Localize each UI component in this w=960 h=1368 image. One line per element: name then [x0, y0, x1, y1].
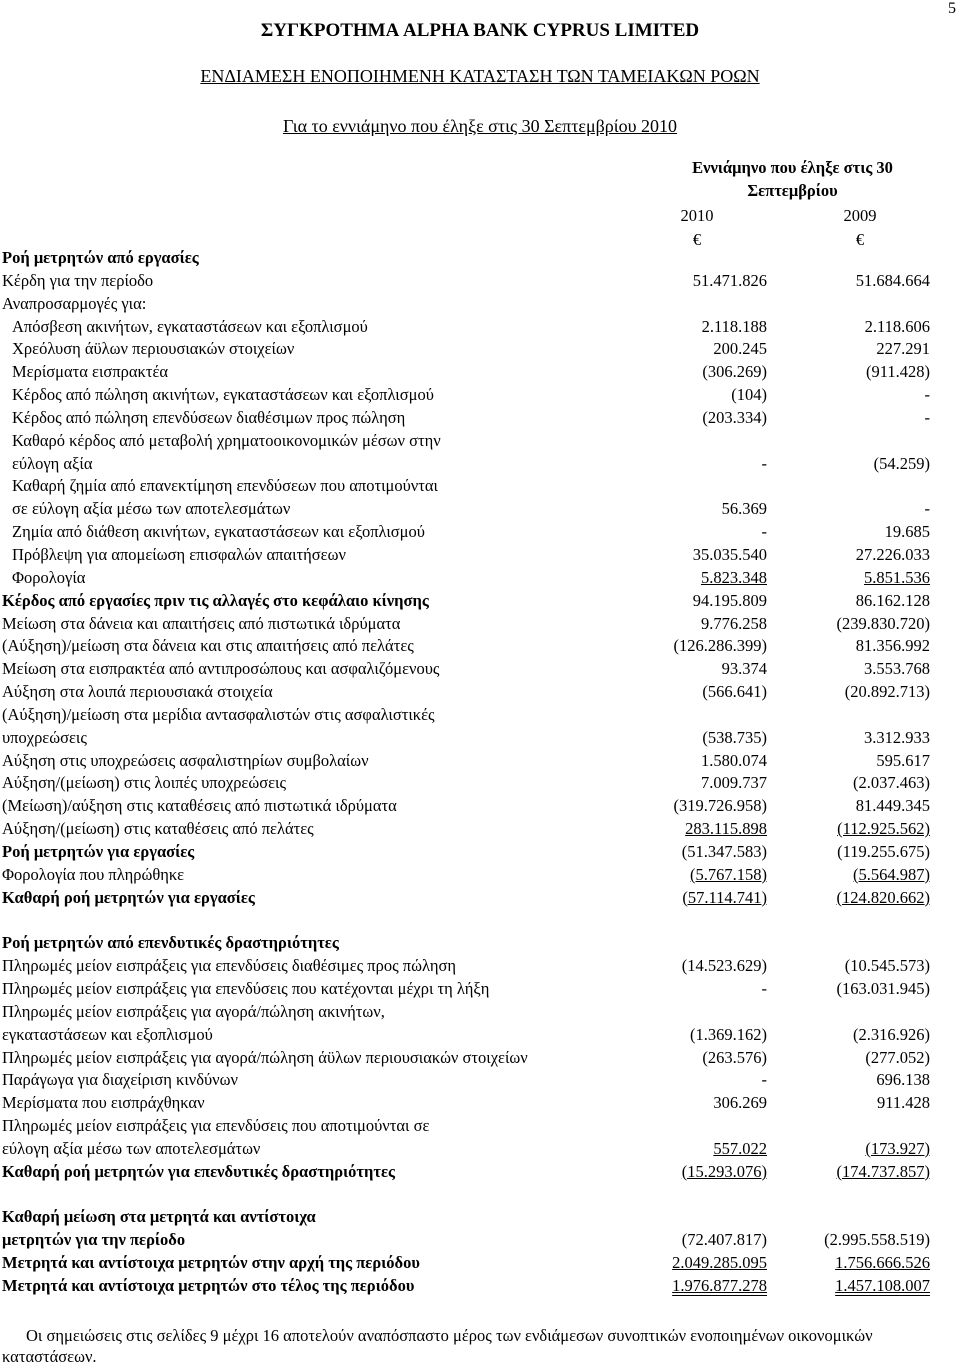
row-label: (Μείωση)/αύξηση στις καταθέσεις από πιστωτικά ιδρύματα [2, 796, 397, 816]
value-2010: (72.407.817) [681, 1230, 767, 1250]
value-2009: - [924, 499, 930, 519]
table-row [0, 590, 960, 613]
table-row [0, 338, 960, 361]
value-2009: 81.449.345 [855, 796, 930, 816]
row-label: Απόσβεση ακινήτων, εγκαταστάσεων και εξοπλισμού [12, 316, 368, 336]
row-label: Πληρωμές μείον εισπράξεις για επενδύσεις διαθέσιμες προς πώληση [2, 956, 456, 976]
table-row [0, 932, 960, 955]
table-row [0, 567, 960, 590]
row-label: Πληρωμές μείον εισπράξεις για επενδύσεις που αποτιμούνται σε [2, 1116, 430, 1136]
row-label: Πρόβλεψη για απομείωση επισφαλών απαιτήσεων [12, 544, 346, 564]
table-row [0, 475, 960, 498]
value-2010: (126.286.399) [673, 636, 767, 656]
value-2009: 3.312.933 [864, 727, 930, 747]
value-2010: 1.580.074 [701, 750, 767, 770]
table-row [0, 293, 960, 316]
table-row [0, 1206, 960, 1229]
table-row [0, 1229, 960, 1252]
row-label: υποχρεώσεις [2, 727, 87, 747]
table-row [0, 247, 960, 270]
value-2009: (911.428) [865, 362, 930, 382]
value-2010: (57.114.741) [682, 887, 767, 907]
value-2010: (263.576) [702, 1047, 767, 1067]
value-2010: (15.293.076) [681, 1161, 767, 1181]
value-2009: 1.457.108.007 [835, 1275, 930, 1295]
table-row [0, 613, 960, 636]
value-2010: 2.049.285.095 [672, 1253, 767, 1273]
value-2010: (203.334) [702, 407, 767, 427]
table-row [0, 521, 960, 544]
row-label: Αύξηση/(μείωση) στις καταθέσεις από πελάτες [2, 819, 314, 839]
value-2009: 696.138 [876, 1070, 930, 1090]
table-row [0, 430, 960, 453]
page-number: 5 [948, 0, 956, 17]
table-row [0, 1092, 960, 1115]
value-2009: (5.564.987) [853, 864, 930, 884]
row-label: Κέρδος από πώληση ακινήτων, εγκαταστάσεων και εξοπλισμού [12, 385, 434, 405]
value-2009: (2.037.463) [853, 773, 930, 793]
table-row [0, 544, 960, 567]
table-row [0, 887, 960, 910]
row-label: Κέρδος από εργασίες πριν τις αλλαγές στο κεφάλαιο κίνησης [2, 590, 429, 610]
value-2009: (10.545.573) [844, 956, 930, 976]
table-row [0, 1138, 960, 1161]
currency-2009: € [855, 230, 865, 249]
row-label: Ροή μετρητών από επενδυτικές δραστηριότητες [2, 933, 339, 953]
table-row [0, 681, 960, 704]
value-2009: (163.031.945) [836, 979, 930, 998]
row-label: Καθαρή ροή μετρητών για εργασίες [2, 887, 255, 907]
column-header [655, 156, 930, 202]
row-label: Μείωση στα δάνεια και απαιτήσεις από πιστωτικά ιδρύματα [2, 613, 401, 633]
value-2009: 27.226.033 [855, 544, 930, 564]
table-row [0, 1024, 960, 1047]
column-header-line2: Σεπτεμβρίου [747, 181, 838, 200]
table-row [0, 1275, 960, 1298]
value-2010: (306.269) [702, 362, 767, 382]
table-row [0, 1001, 960, 1024]
value-2010: (104) [731, 385, 767, 405]
value-2010: - [761, 522, 767, 542]
report-subtitle: ΕΝΔΙΑΜΕΣΗ ΕΝΟΠΟΙΗΜΕΝΗ ΚΑΤΑΣΤΑΣΗ ΤΩΝ ΤΑΜΕΙΑΚΩΝ ΡΟΩΝ [200, 66, 760, 86]
row-label: Καθαρή μείωση στα μετρητά και αντίστοιχα [2, 1207, 316, 1227]
value-2009: 19.685 [884, 522, 930, 542]
value-2010: 9.776.258 [701, 613, 767, 633]
year-2009: 2009 [843, 206, 877, 225]
value-2010: (51.347.583) [681, 841, 767, 861]
row-label: Αύξηση στις υποχρεώσεις ασφαλιστηρίων συμβολαίων [2, 750, 369, 770]
value-2010: 7.009.737 [701, 773, 767, 793]
value-2009: (2.316.926) [853, 1024, 930, 1044]
row-label: Μετρητά και αντίστοιχα μετρητών στην αρχή της περιόδου [2, 1253, 420, 1273]
table-row [0, 361, 960, 384]
table-row [0, 1069, 960, 1092]
value-2010: (538.735) [702, 727, 767, 747]
value-2009: (20.892.713) [844, 682, 930, 702]
value-2010: 200.245 [713, 339, 767, 359]
row-label: Πληρωμές μείον εισπράξεις για αγορά/πώληση ακινήτων, [2, 1001, 385, 1021]
value-2009: 2.118.606 [864, 316, 930, 336]
value-2009: 227.291 [876, 339, 930, 359]
row-label: Αύξηση στα λοιπά περιουσιακά στοιχεία [2, 682, 273, 702]
value-2009: 1.756.666.526 [835, 1253, 930, 1273]
value-2010: (5.767.158) [690, 864, 767, 884]
row-label: Ροή μετρητών για εργασίες [2, 841, 195, 861]
table-row [0, 1115, 960, 1138]
table-row [0, 453, 960, 476]
row-label: μετρητών για την περίοδο [2, 1230, 186, 1250]
value-2009: (174.737.857) [836, 1161, 930, 1181]
table-row [0, 1252, 960, 1275]
table-row [0, 1184, 960, 1207]
row-label: Ζημία από διάθεση ακινήτων, εγκαταστάσεων και εξοπλισμού [12, 522, 425, 542]
value-2009: (54.259) [873, 453, 930, 473]
value-2009: (239.830.720) [836, 613, 930, 633]
value-2009: 81.356.992 [855, 636, 930, 656]
value-2010: (1.369.162) [690, 1024, 767, 1044]
value-2009: (277.052) [865, 1047, 930, 1067]
row-label: Μερίσματα εισπρακτέα [12, 362, 169, 382]
value-2010: 51.471.826 [692, 270, 767, 290]
footer-note: Οι σημειώσεις στις σελίδες 9 μέχρι 16 αποτελούν αναπόσπαστο μέρος των ενδιάμεσων συνοπτικών ενοποιημένων οικονομικών καταστάσεων. [2, 1326, 873, 1366]
row-label: (Αύξηση)/μείωση στα μερίδια αντασφαλιστών στις ασφαλιστικές [2, 704, 435, 724]
row-label: Μετρητά και αντίστοιχα μετρητών στο τέλος της περιόδου [2, 1275, 415, 1295]
value-2009: (173.927) [865, 1138, 930, 1158]
table-row [0, 704, 960, 727]
row-label: Πληρωμές μείον εισπράξεις για αγορά/πώληση άϋλων περιουσιακών στοιχείων [2, 1047, 528, 1067]
table-row [0, 795, 960, 818]
value-2009: (2.995.558.519) [824, 1230, 930, 1250]
row-label: σε εύλογη αξία μέσω των αποτελεσμάτων [12, 499, 291, 519]
table-row [0, 407, 960, 430]
report-title: ΣΥΓΚΡΟΤΗΜΑ ALPHA BANK CYPRUS LIMITED [260, 20, 700, 41]
row-label: εύλογη αξία μέσω των αποτελεσμάτων [2, 1138, 261, 1158]
table-row [0, 658, 960, 681]
row-label: Μείωση στα εισπρακτέα από αντιπροσώπους και ασφαλιζόμενους [2, 659, 440, 679]
value-2010: 2.118.188 [701, 316, 767, 336]
value-2010: 283.115.898 [685, 819, 767, 839]
value-2009: 51.684.664 [855, 270, 930, 290]
row-label: Αύξηση/(μείωση) στις λοιπές υποχρεώσεις [2, 773, 287, 793]
row-label: Κέρδη για την περίοδο [2, 270, 154, 290]
report-period: Για το εννιάμηνο που έληξε στις 30 Σεπτεμβρίου 2010 [282, 116, 678, 136]
value-2010: 94.195.809 [692, 590, 767, 610]
value-2009: (119.255.675) [837, 841, 930, 861]
row-label: Πληρωμές μείον εισπράξεις για επενδύσεις που κατέχονται μέχρι τη λήξη [2, 979, 490, 998]
table-row [0, 316, 960, 339]
row-label: Καθαρή ζημία από επανεκτίμηση επενδύσεων που αποτιμούνται [12, 476, 438, 496]
value-2009: 3.553.768 [864, 659, 930, 679]
value-2010: (566.641) [702, 682, 767, 702]
value-2010: 557.022 [713, 1138, 767, 1158]
table-row [0, 727, 960, 750]
value-2010: 35.035.540 [692, 544, 767, 564]
value-2010: 5.823.348 [701, 567, 767, 587]
row-label: Φορολογία που πληρώθηκε [2, 864, 185, 884]
table-row [0, 909, 960, 932]
table-row [0, 750, 960, 773]
value-2009: 86.162.128 [855, 590, 930, 610]
value-2009: (124.820.662) [836, 887, 930, 907]
table-row [0, 1047, 960, 1070]
year-2010: 2010 [680, 206, 714, 225]
row-label: Καθαρό κέρδος από μεταβολή χρηματοοικονομικών μέσων στην [12, 430, 441, 450]
row-label: Αναπροσαρμογές για: [2, 293, 147, 313]
row-label: εύλογη αξία [12, 453, 93, 473]
value-2009: 595.617 [876, 750, 930, 770]
row-label: Καθαρή ροή μετρητών για επενδυτικές δραστηριότητες [2, 1161, 395, 1181]
table-row [0, 498, 960, 521]
cash-flow-table [0, 247, 960, 1298]
value-2010: - [761, 979, 767, 998]
table-row [0, 864, 960, 887]
column-header-line1: Εννιάμηνο που έληξε στις 30 [692, 158, 893, 177]
row-label: Ροή μετρητών από εργασίες [2, 248, 199, 267]
value-2010: 56.369 [721, 499, 767, 519]
value-2010: 93.374 [721, 659, 767, 679]
table-row [0, 772, 960, 795]
value-2009: 5.851.536 [864, 567, 930, 587]
table-row [0, 1161, 960, 1184]
table-row [0, 978, 960, 1001]
table-row [0, 384, 960, 407]
row-label: Φορολογία [12, 567, 86, 587]
row-label: Μερίσματα που εισπράχθηκαν [2, 1093, 205, 1113]
value-2010: 306.269 [713, 1093, 767, 1113]
table-row [0, 635, 960, 658]
row-label: Χρεόλυση άϋλων περιουσιακών στοιχείων [12, 339, 295, 359]
value-2010: (319.726.958) [673, 796, 767, 816]
table-row [0, 955, 960, 978]
currency-2010: € [692, 230, 702, 249]
table-row [0, 841, 960, 864]
value-2009: - [924, 407, 930, 427]
value-2010: (14.523.629) [681, 956, 767, 976]
value-2010: - [761, 1070, 767, 1090]
value-2009: (112.925.562) [837, 819, 930, 839]
row-label: (Αύξηση)/μείωση στα δάνεια και στις απαιτήσεις από πελάτες [2, 636, 414, 656]
value-2009: - [924, 385, 930, 405]
value-2010: 1.976.877.278 [672, 1275, 767, 1295]
value-2010: - [761, 453, 767, 473]
row-label: Κέρδος από πώληση επενδύσεων διαθέσιμων προς πώληση [12, 407, 406, 427]
row-label: Παράγωγα για διαχείριση κινδύνων [2, 1070, 238, 1090]
value-2009: 911.428 [876, 1093, 930, 1113]
row-label: εγκαταστάσεων και εξοπλισμού [2, 1024, 213, 1044]
table-row [0, 270, 960, 293]
table-row [0, 818, 960, 841]
